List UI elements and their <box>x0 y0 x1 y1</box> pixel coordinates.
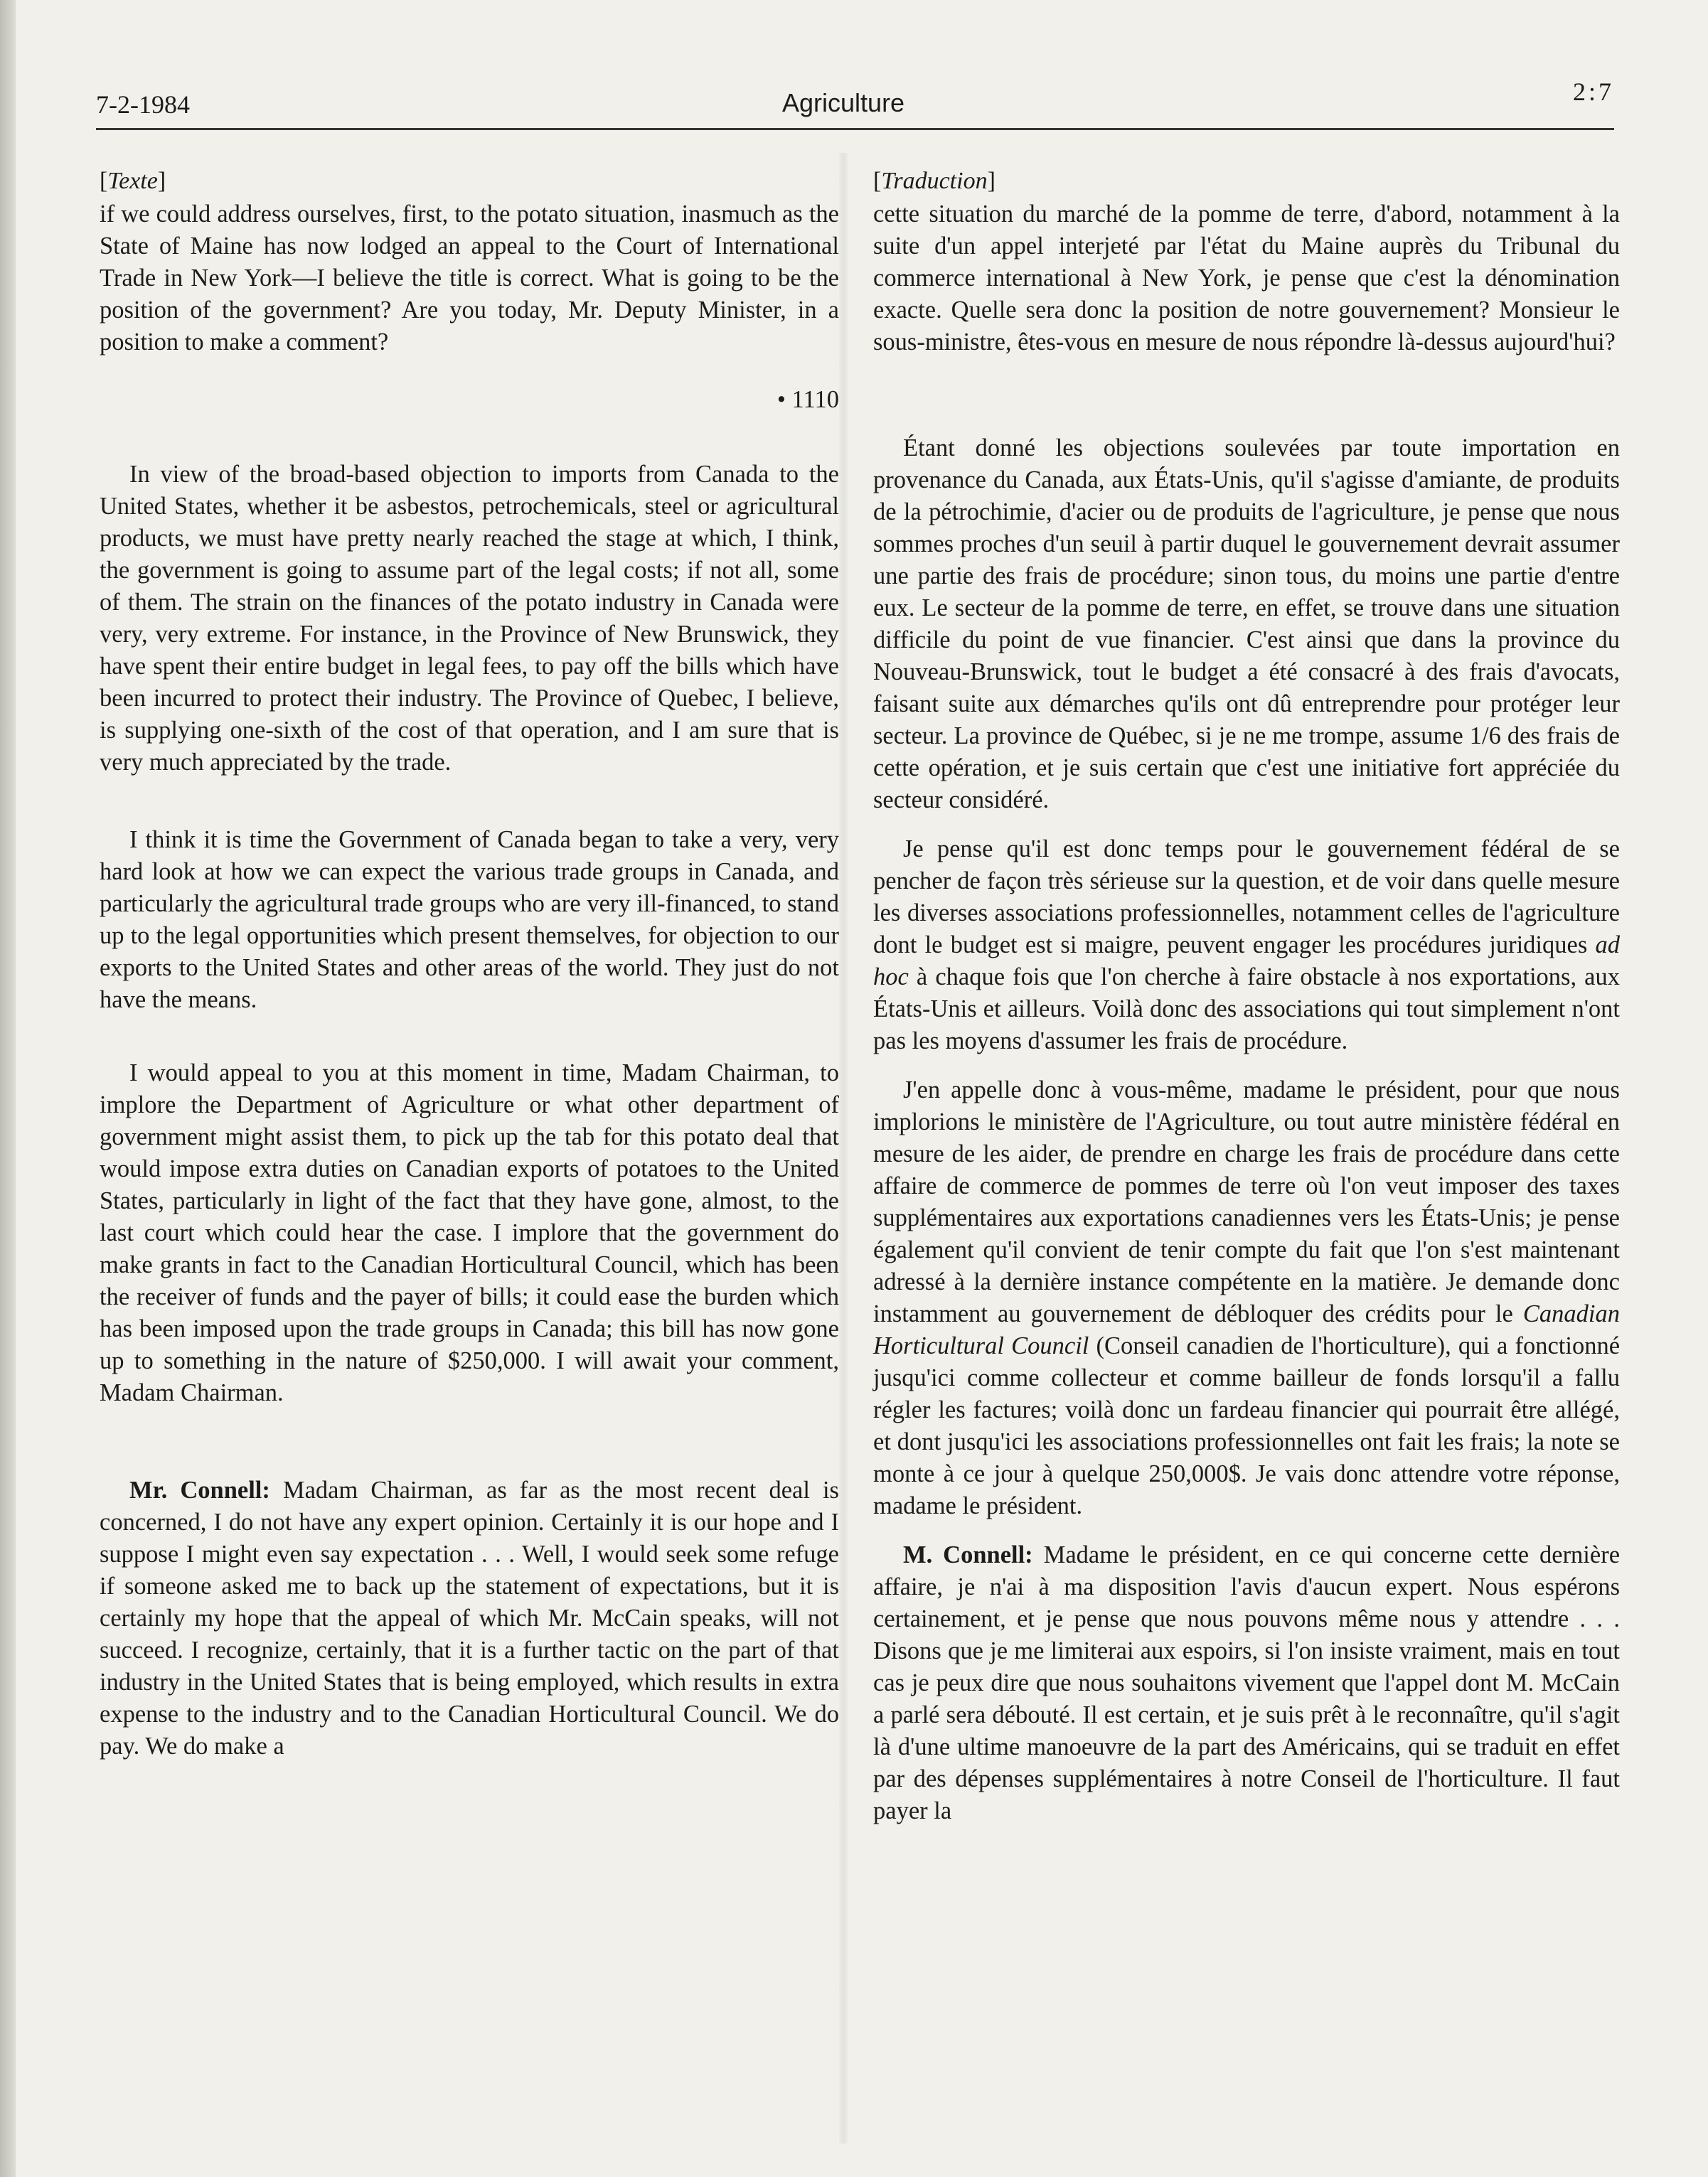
english-paragraph-2: In view of the broad-based objection to imports from Canada to the United States, whether it be asbestos, petrochemicals, steel or agricultural products, we must have pretty nearly reached the stage at which, I think, the government is going to assume part of the legal costs; if not all, some of them. The strain on the finances of the potato industry in Canada were very, very extreme. For instance, in the Province of New Brunswick, they have spent their entire budget in legal fees, to pay off the bills which have been incurred to protect their industry. The Province of Quebec, I believe, is supplying one-sixth of the cost of that operation, and I am sure that is very much appreciated by the trade. <box>100 461 839 776</box>
french-paragraph-4: J'en appelle donc à vous-même, madame le président, pour que nous implorions le ministère de l'Agriculture, ou tout autre ministère fédéral en mesure de les aider, de prendre en charge les frais de procédure dans cette affaire de commerce de pommes de terre où l'on veut imposer des taxes supplémentaires aux exportations canadiennes vers les États-Unis; je pense également qu'il convient de tenir compte du fait que l'on s'est maintenant adressé à la dernière instance compétente en la matière. Je demande donc instamment au gouvernement de débloquer des crédits pour le Canadian Horticultural Council (Conseil canadien de l'horticulture), qui a fonctionné jusqu'ici comme collecteur et comme bailleur de fonds lorsqu'il a fallu régler les factures; voilà donc un fardeau financier qui pourrait être allégé, et dont jusqu'ici les associations professionnelles ont fait les frais; la note se monte à ce jour à quelque 250,000$. Je vais donc attendre votre réponse, madame le président. <box>873 1076 1621 1519</box>
french-paragraph-5: M. Connell: Madame le président, en ce qui concerne cette dernière affaire, je n'ai à ma disposition l'avis d'aucun expert. Nous espérons certainement, et je pense que nous pouvons même nous y attendre . . . Disons que je me limiterai aux espoirs, si l'on insiste vraiment, mais en tout cas je peux dire que nous souhaitons vivement que l'appel dont M. McCain a parlé sera débouté. Il est certain, et je suis prêt à le reconnaître, qu'il s'agit là d'une ultime manoeuvre de la part des Américains, qui se traduit en effet par des dépenses supplémentaires à notre Conseil de l'horticulture. Il faut payer la <box>873 1541 1621 1824</box>
column-shadow <box>839 153 848 2144</box>
english-paragraph-3: I think it is time the Government of Canada began to take a very, very hard look at how we can expect the various trade groups in Canada, and particularly the agricultural trade groups who are very ill-financed, to stand up to the legal opportunities which present themselves, for objection to our exports to the United States and other areas of the world. They just do not have the means. <box>100 826 839 1013</box>
page-header <box>96 71 1614 130</box>
english-paragraph-1: if we could address ourselves, first, to the potato situation, inasmuch as the State of Maine has now lodged an appeal to the Court of International Trade in New York—I believe the title is correct. What is going to be the position of the government? Are you today, Mr. Deputy Minister, in a position to make a comment? <box>100 200 839 355</box>
french-paragraph-3: Je pense qu'il est donc temps pour le gouvernement fédéral de se pencher de façon très sérieuse sur la question, et de voir dans quelle mesure les diverses associations professionnelles, notamment celles de l'agriculture dont le budget est si maigre, peuvent engager les procédures juridiques ad hoc à chaque fois que l'on cherche à faire obstacle à nos exportations, aux États-Unis et ailleurs. Voilà donc des associations qui tout simplement n'ont pas les moyens d'assumer les frais de procédure. <box>873 835 1620 1054</box>
header-date: 7-2-1984 <box>96 90 190 119</box>
french-column <box>873 165 1620 1827</box>
time-marker: • 1110 <box>776 386 839 413</box>
speaker-name-fr: M. Connell: <box>903 1541 1033 1568</box>
speaker-name: Mr. Connell: <box>129 1477 270 1504</box>
english-tag: [Texte] <box>100 168 166 194</box>
header-page-number: 2:7 <box>1572 77 1614 106</box>
english-paragraph-4: I would appeal to you at this moment in time, Madam Chairman, to implore the Department of Agriculture or what other department of government might assist them, to pick up the tab for this potato deal that would impose extra duties on Canadian exports of potatoes to the United States, particularly in light of the fact that they have gone, almost, to the last court which could hear the case. I implore that the government do make grants in fact to the Canadian Horticultural Council, which has been the receiver of funds and the payer of bills; it could ease the burden which has been imposed upon the trade groups in Canada; this bill has now gone up to something in the nature of $250,000. I will await your comment, Madam Chairman. <box>100 1059 839 1406</box>
french-paragraph-1: cette situation du marché de la pomme de terre, d'abord, notamment à la suite d'un appel interjeté par l'état du Maine auprès du Tribunal du commerce international à New York, je pense que c'est la dénomination exacte. Quelle sera donc la position de notre gouvernement? Monsieur le sous-ministre, êtes-vous en mesure de nous répondre là-dessus aujourd'hui? <box>873 200 1620 355</box>
header-title: Agriculture <box>782 88 905 117</box>
french-paragraph-2: Étant donné les objections soulevées par toute importation en provenance du Canada, aux États-Unis, qu'il s'agisse d'amiante, de produits de la pétrochimie, d'acier ou de produits de l'agriculture, je pense que nous sommes proches d'un seuil à partir duquel le gouvernement devrait assumer une partie des frais de procédure; sinon tous, du moins une partie d'entre eux. Le secteur de la pomme de terre, en effet, se trouve dans une situation difficile du point de vue financier. C'est ainsi que dans la province du Nouveau-Brunswick, tout le budget a été consacré à des frais d'avocats, faisant suite aux démarches qu'ils ont dû entreprendre pour protéger leur secteur. La province de Québec, si je ne me trompe, assume 1/6 des frais de cette opération, et je suis certain que c'est une initiative fort appréciée du secteur considéré. <box>873 434 1620 813</box>
english-paragraph-5: Mr. Connell: Madam Chairman, as far as the most recent deal is concerned, I do not have any expert opinion. Certainly it is our hope and I suppose I might even say expectation . . . Well, I would seek some refuge if someone asked me to back up the statement of expectations, but it is certainly my hope that the appeal of which Mr. McCain speaks, will not succeed. I recognize, certainly, that it is a further tactic on the part of that industry in the United States that is being employed, which results in extra expense to the industry and to the Canadian Horticultural Council. We do pay. We do make a <box>100 1477 839 1760</box>
english-column <box>100 165 839 1763</box>
book-spine <box>0 0 16 2177</box>
french-tag: [Traduction] <box>873 168 996 194</box>
